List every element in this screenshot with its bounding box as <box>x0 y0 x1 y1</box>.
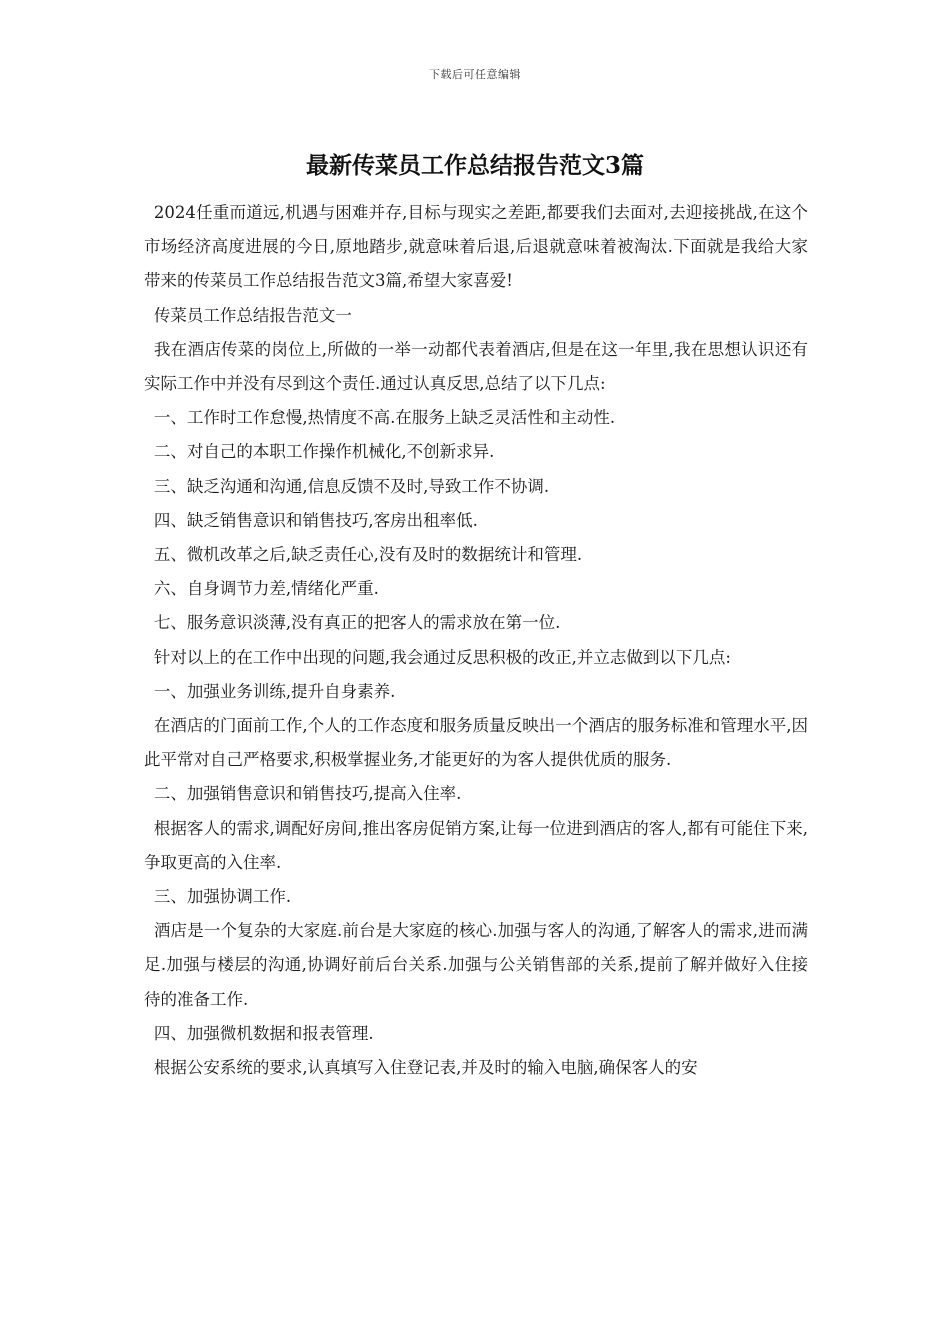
paragraph: 在酒店的门面前工作,个人的工作态度和服务质量反映出一个酒店的服务标准和管理水平,因此平常对自己严格要求,积极掌握业务,才能更好的为客人提供优质的服务. <box>144 716 808 770</box>
list-item: 一、工作时工作怠慢,热情度不高.在服务上缺乏灵活性和主动性. <box>153 408 616 428</box>
paragraph: 2024任重而道远,机遇与困难并存,目标与现实之差距,都要我们去面对,去迎接挑战,在这个市场经济高度进展的今日,原地踏步,就意味着后退,后退就意味着被淘汰.下面就是我给大家带来的传菜员工作总结报告范文3篇,希望大家喜爱! <box>144 203 808 291</box>
section-heading: 传菜员工作总结报告范文一 <box>153 305 352 325</box>
paragraph: 我在酒店传菜的岗位上,所做的一举一动都代表着酒店,但是在这一年里,我在思想认识还有实际工作中并没有尽到这个责任.通过认真反思,总结了以下几点: <box>144 339 808 394</box>
document-title: 最新传菜员工作总结报告范文3篇 <box>305 152 644 179</box>
header-note: 下载后可任意编辑 <box>429 68 521 81</box>
list-item: 七、服务意识淡薄,没有真正的把客人的需求放在第一位. <box>153 613 561 633</box>
paragraph: 酒店是一个复杂的大家庭.前台是大家庭的核心.加强与客人的沟通,了解客人的需求,进而满足.加强与楼层的沟通,协调好前后台关系.加强与公关销售部的关系,提前了解并做好入住接待的准备工作. <box>144 921 808 1009</box>
list-item: 三、缺乏沟通和沟通,信息反馈不及时,导致工作不协调. <box>153 476 550 496</box>
list-item: 三、加强协调工作. <box>153 887 292 907</box>
paragraph: 根据公安系统的要求,认真填写入住登记表,并及时的输入电脑,确保客人的安 <box>153 1058 698 1078</box>
list-item: 一、加强业务训练,提升自身素养. <box>153 681 396 701</box>
list-item: 四、缺乏销售意识和销售技巧,客房出租率低. <box>153 510 478 530</box>
list-item: 二、加强销售意识和销售技巧,提高入住率. <box>153 784 462 804</box>
paragraph: 根据客人的需求,调配好房间,推出客房促销方案,让每一位进到酒店的客人,都有可能住下来,争取更高的入住率. <box>144 818 808 872</box>
list-item: 六、自身调节力差,情绪化严重. <box>153 579 379 599</box>
list-item: 五、微机改革之后,缺乏责任心,没有及时的数据统计和管理. <box>153 545 583 565</box>
list-item: 四、加强微机数据和报表管理. <box>153 1023 374 1043</box>
paragraph: 针对以上的在工作中出现的问题,我会通过反思积极的改正,并立志做到以下几点: <box>153 647 731 667</box>
document-body <box>144 196 808 1085</box>
list-item: 二、对自己的本职工作操作机械化,不创新求异. <box>153 442 495 462</box>
